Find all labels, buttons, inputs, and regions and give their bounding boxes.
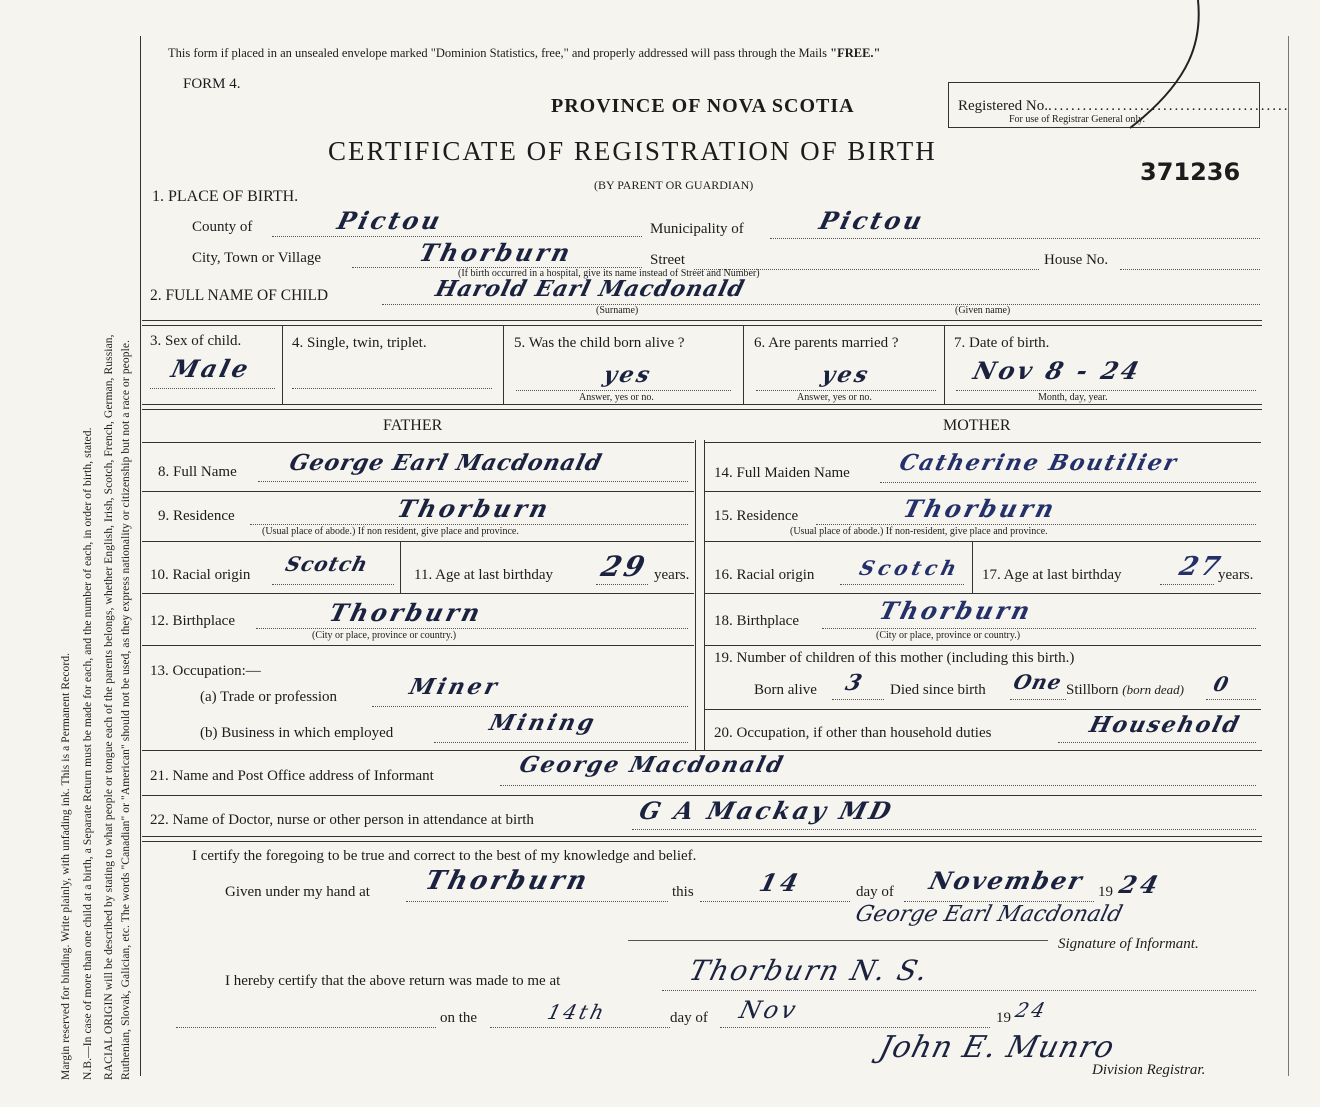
ink-stroke	[1120, 0, 1210, 130]
registrar-pre-line	[176, 1027, 436, 1028]
mother-residence-value: Thorburn	[900, 494, 1060, 523]
father-age-line	[596, 584, 648, 585]
dob-line	[956, 390, 1256, 391]
form-number: FORM 4.	[183, 76, 241, 92]
father-birthplace-value: Thorburn	[326, 598, 486, 627]
registrar-year-prefix: 19	[996, 1010, 1011, 1026]
father-racial-value: Scotch	[283, 552, 371, 576]
father-birthplace-label: 12. Birthplace	[150, 613, 235, 629]
father-age-value: 29	[597, 550, 652, 583]
year-prefix: 19	[1098, 884, 1113, 900]
child-name-value: Harold Earl Macdonald	[432, 276, 748, 302]
registrar-month-line	[720, 1027, 990, 1028]
mother-rule-3	[705, 541, 1261, 542]
registrar-day-line	[490, 1027, 670, 1028]
stillborn-label	[1066, 682, 1184, 699]
on-the-label: on the	[440, 1010, 478, 1026]
sex-value: Male	[168, 354, 255, 383]
alive-label: 5. Was the child born alive ?	[514, 335, 685, 351]
municipality-line	[770, 238, 1260, 239]
house-line	[1120, 269, 1260, 270]
municipality-label: Municipality of	[650, 221, 744, 237]
province-title: PROVINCE OF NOVA SCOTIA	[551, 95, 855, 117]
day-of-label: day of	[856, 884, 894, 900]
mother-residence-label: 15. Residence	[714, 508, 799, 524]
registrar-year-value: 24	[1013, 998, 1051, 1022]
sex-line	[150, 388, 275, 389]
city-value: Thorburn	[416, 238, 576, 267]
mother-residence-line	[816, 524, 1256, 525]
father-name-label: 8. Full Name	[158, 464, 237, 480]
column-divider-left	[695, 440, 696, 750]
mother-racial-line	[840, 584, 964, 585]
married-label: 6. Are parents married ?	[754, 335, 899, 351]
registrar-month-value: Nov	[736, 996, 802, 1024]
doctor-rule-bottom	[142, 836, 1262, 842]
certificate-number: 371236	[1140, 158, 1241, 186]
doctor-label: 22. Name of Doctor, nurse or other person in attendance at birth	[150, 812, 534, 828]
mother-age-label: 17. Age at last birthday	[982, 567, 1122, 583]
died-value: One	[1011, 670, 1065, 694]
municipality-value: Pictou	[816, 206, 928, 235]
mother-occupation-value: Household	[1086, 712, 1244, 738]
alive-value: yes	[600, 362, 656, 388]
mother-heading: MOTHER	[943, 417, 1011, 434]
house-label: House No.	[1044, 252, 1109, 268]
sex-label: 3. Sex of child.	[150, 333, 242, 349]
father-rule-1	[142, 442, 694, 443]
mother-name-line	[880, 482, 1256, 483]
father-residence-label: 9. Residence	[158, 508, 235, 524]
month-value: November	[926, 866, 1087, 895]
mother-rule-4	[705, 593, 1261, 594]
mail-note: This form if placed in an unsealed envelope marked "Dominion Statistics, free," and properly addressed will pass through the Mails "FREE."	[168, 46, 881, 60]
mother-birthplace-label: 18. Birthplace	[714, 613, 799, 629]
father-racial-label: 10. Racial origin	[150, 567, 251, 583]
child-name-line	[382, 304, 1260, 305]
doctor-value: G A Mackay MD	[636, 796, 898, 825]
registrar-place-line	[662, 990, 1256, 991]
child-name-label: 2. FULL NAME OF CHILD	[150, 287, 329, 304]
trade-line	[372, 706, 688, 707]
division-registrar-label: Division Registrar.	[1092, 1062, 1206, 1078]
box-divider-2	[503, 326, 504, 404]
father-years-label: years.	[654, 567, 690, 583]
column-divider-right	[704, 440, 705, 750]
father-rule-2	[142, 491, 694, 492]
twin-line	[292, 388, 492, 389]
born-alive-value: 3	[842, 670, 868, 696]
born-alive-line	[832, 699, 884, 700]
mother-birthplace-note: (City or place, province or country.)	[876, 630, 1021, 641]
stillborn-value: 0	[1211, 672, 1234, 696]
mother-rule-5	[705, 645, 1261, 646]
mother-years-label: years.	[1218, 567, 1254, 583]
mother-birthplace-line	[822, 628, 1256, 629]
row-rule-top	[142, 320, 1262, 326]
racial-age-divider-mother	[972, 542, 973, 593]
certify-statement: I certify the foregoing to be true and correct to the best of my knowledge and belief.	[192, 848, 697, 864]
mother-age-value: 27	[1176, 552, 1226, 582]
signature-informant-label: Signature of Informant.	[1058, 936, 1199, 952]
hospital-note: (If birth occurred in a hospital, give its name instead of Street and Number)	[458, 268, 760, 279]
registrar-statement: I hereby certify that the above return was made to me at	[225, 973, 561, 989]
father-residence-value: Thorburn	[394, 494, 554, 523]
twin-label: 4. Single, twin, triplet.	[292, 335, 427, 351]
informant-label: 21. Name and Post Office address of Informant	[150, 768, 434, 784]
mother-name-label: 14. Full Maiden Name	[714, 465, 850, 481]
informant-rule-top	[142, 750, 1262, 751]
day-line	[700, 901, 850, 902]
county-line	[272, 236, 642, 237]
given-place-line	[406, 901, 668, 902]
registrar-day-of-label: day of	[670, 1010, 708, 1026]
row-rule-bottom	[142, 404, 1262, 410]
trade-label: (a) Trade or profession	[200, 689, 338, 705]
surname-note: (Surname)	[596, 305, 639, 316]
given-under-label: Given under my hand at	[225, 884, 370, 900]
box-divider-4	[944, 326, 945, 404]
father-age-label: 11. Age at last birthday	[414, 567, 553, 583]
dob-label: 7. Date of birth.	[954, 335, 1050, 351]
born-alive-label: Born alive	[754, 682, 817, 698]
stillborn-line	[1206, 699, 1256, 700]
informant-line	[500, 785, 1256, 786]
doctor-line	[632, 829, 1256, 830]
father-name-line	[258, 481, 688, 482]
trade-value: Miner	[406, 674, 503, 700]
father-rule-5	[142, 645, 694, 646]
business-line	[434, 742, 688, 743]
racial-note-2: Ruthenian, Slovak, Galician, etc. The words "Canadian" or "American" should not be used, as they express nationality or citizenship but not a race or people.	[120, 339, 132, 1080]
father-name-value: George Earl Macdonald	[286, 450, 606, 476]
ink-stroke-path	[1130, 0, 1199, 128]
box-divider-3	[743, 326, 744, 404]
occupation-label: 13. Occupation:—	[150, 663, 261, 679]
registered-label: Registered No...........................................	[958, 98, 1290, 114]
stillborn-text: Stillborn	[1066, 682, 1119, 698]
dob-value: Nov 8 - 24	[970, 356, 1145, 385]
business-label: (b) Business in which employed	[200, 725, 394, 741]
father-heading: FATHER	[383, 417, 443, 434]
mother-abode-note: (Usual place of abode.) If non-resident, give place and province.	[790, 526, 1048, 537]
mother-rule-2	[705, 491, 1261, 492]
father-abode-note: (Usual place of abode.) If non resident, give place and province.	[262, 526, 519, 537]
stillborn-note: (born dead)	[1122, 682, 1185, 697]
informant-value: George Macdonald	[516, 752, 788, 778]
died-line	[1010, 699, 1066, 700]
frame-right	[1288, 36, 1289, 1076]
business-value: Mining	[486, 710, 600, 736]
certificate-title: CERTIFICATE OF REGISTRATION OF BIRTH	[328, 136, 937, 166]
father-rule-3	[142, 541, 694, 542]
father-residence-line	[250, 524, 688, 525]
married-value: yes	[818, 362, 874, 388]
informant-signature-line	[628, 940, 1048, 941]
county-value: Pictou	[334, 206, 446, 235]
died-since-birth-label: Died since birth	[890, 682, 986, 698]
frame-left	[140, 36, 141, 1076]
mother-racial-value: Scotch	[857, 556, 963, 580]
children-count-label: 19. Number of children of this mother (including this birth.)	[714, 650, 1075, 666]
county-label: County of	[192, 219, 253, 235]
mother-occupation-label: 20. Occupation, if other than household duties	[714, 725, 992, 741]
mother-racial-label: 16. Racial origin	[714, 567, 815, 583]
this-label: this	[672, 884, 694, 900]
alive-line	[516, 390, 731, 391]
father-racial-line	[272, 584, 394, 585]
married-line	[756, 390, 936, 391]
dob-note: Month, day, year.	[1038, 392, 1108, 403]
father-rule-4	[142, 593, 694, 594]
mother-occupation-line	[1058, 742, 1256, 743]
day-value: 14	[756, 868, 806, 897]
given-place-value: Thorburn	[422, 866, 593, 896]
alive-answer-note: Answer, yes or no.	[579, 392, 654, 403]
registrar-place-value: Thorburn N. S.	[685, 954, 933, 987]
informant-signature: George Earl Macdonald	[852, 902, 1125, 927]
street-label: Street	[650, 252, 685, 268]
year-value: 24	[1116, 870, 1166, 899]
registered-box	[948, 82, 1290, 128]
registrar-use-note: For use of Registrar General only.	[1009, 114, 1145, 125]
registrar-signature: John E. Munro	[875, 1030, 1119, 1065]
father-birthplace-note: (City or place, province or country.)	[312, 630, 457, 641]
certificate-subtitle: (BY PARENT OR GUARDIAN)	[594, 178, 754, 192]
married-answer-note: Answer, yes or no.	[797, 392, 872, 403]
racial-note-1: RACIAL ORIGIN will be described by stating to what people or tongue each of the parents belongs, whether English, Irish, Scotch, French, German, Russian,	[103, 334, 115, 1080]
mother-rule-1	[705, 442, 1261, 443]
place-heading: 1. PLACE OF BIRTH.	[152, 188, 299, 205]
given-name-note: (Given name)	[955, 305, 1011, 316]
nb-note: N.B.—In case of more than one child at a birth, a Separate Return must be made for each, and the number of each, in order of birth, stated.	[82, 427, 94, 1080]
box-divider-1	[282, 326, 283, 404]
father-birthplace-line	[256, 628, 688, 629]
registrar-day-value: 14th	[545, 1000, 610, 1024]
mother-age-line	[1160, 584, 1214, 585]
mother-name-value: Catherine Boutilier	[896, 450, 1181, 476]
margin-note: Margin reserved for binding. Write plainly, with unfading ink. This is a Permanent Record.	[60, 652, 72, 1080]
racial-age-divider-father	[400, 542, 401, 593]
mother-rule-6	[705, 709, 1261, 710]
city-label: City, Town or Village	[192, 250, 322, 266]
mother-birthplace-value: Thorburn	[876, 596, 1036, 625]
